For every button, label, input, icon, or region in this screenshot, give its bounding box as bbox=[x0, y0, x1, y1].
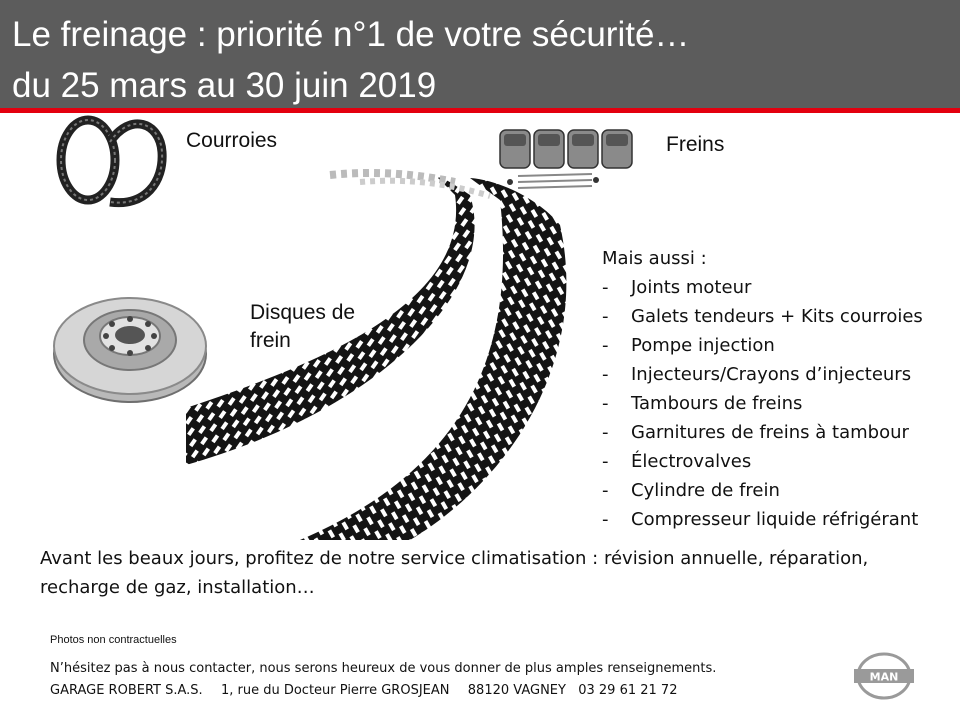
label-freins: Freins bbox=[666, 133, 725, 156]
disclaimer-text: Photos non contractuelles bbox=[50, 634, 177, 646]
label-disques-line1: Disques de bbox=[250, 301, 356, 324]
list-item: - Cylindre de frein bbox=[602, 480, 780, 501]
parts-list bbox=[602, 244, 923, 534]
header-title-line1: Le freinage : priorité n°1 de votre sécurité… bbox=[12, 15, 690, 54]
list-item: - Galets tendeurs + Kits courroies bbox=[602, 306, 923, 327]
contact-line: N’hésitez pas à nous contacter, nous serons heureux de vous donner de plus amples renseignements. bbox=[50, 661, 717, 676]
man-logo-text: MAN bbox=[869, 670, 899, 684]
parts-list-intro: Mais aussi : bbox=[602, 248, 707, 269]
street-address: 1, rue du Docteur Pierre GROSJEAN bbox=[220, 683, 450, 698]
man-logo bbox=[852, 650, 916, 700]
city-postcode: 88120 VAGNEY bbox=[467, 683, 566, 698]
list-item: - Électrovalves bbox=[602, 451, 752, 472]
company-name: GARAGE ROBERT S.A.S. bbox=[50, 683, 203, 698]
address-line bbox=[50, 680, 716, 702]
header-title-line2: du 25 mars au 30 juin 2019 bbox=[12, 66, 437, 105]
freins-image bbox=[496, 124, 636, 204]
label-courroies: Courroies bbox=[186, 129, 278, 152]
promo-text: Avant les beaux jours, profitez de notre service climatisation : révision annuelle, réparation, recharge de gaz, installation… bbox=[40, 548, 869, 598]
list-item: - Pompe injection bbox=[602, 335, 775, 356]
list-item: - Tambours de freins bbox=[602, 393, 803, 414]
contact-block bbox=[50, 658, 716, 702]
disques-image bbox=[50, 288, 210, 408]
list-item: - Garnitures de freins à tambour bbox=[602, 422, 909, 443]
phone-number: 03 29 61 21 72 bbox=[578, 683, 678, 698]
list-item: - Joints moteur bbox=[602, 277, 752, 298]
courroies-image bbox=[50, 112, 170, 212]
list-item: - Injecteurs/Crayons d’injecteurs bbox=[602, 364, 912, 385]
list-item: - Compresseur liquide réfrigérant bbox=[602, 509, 919, 530]
label-disques-line2: frein bbox=[250, 329, 291, 352]
